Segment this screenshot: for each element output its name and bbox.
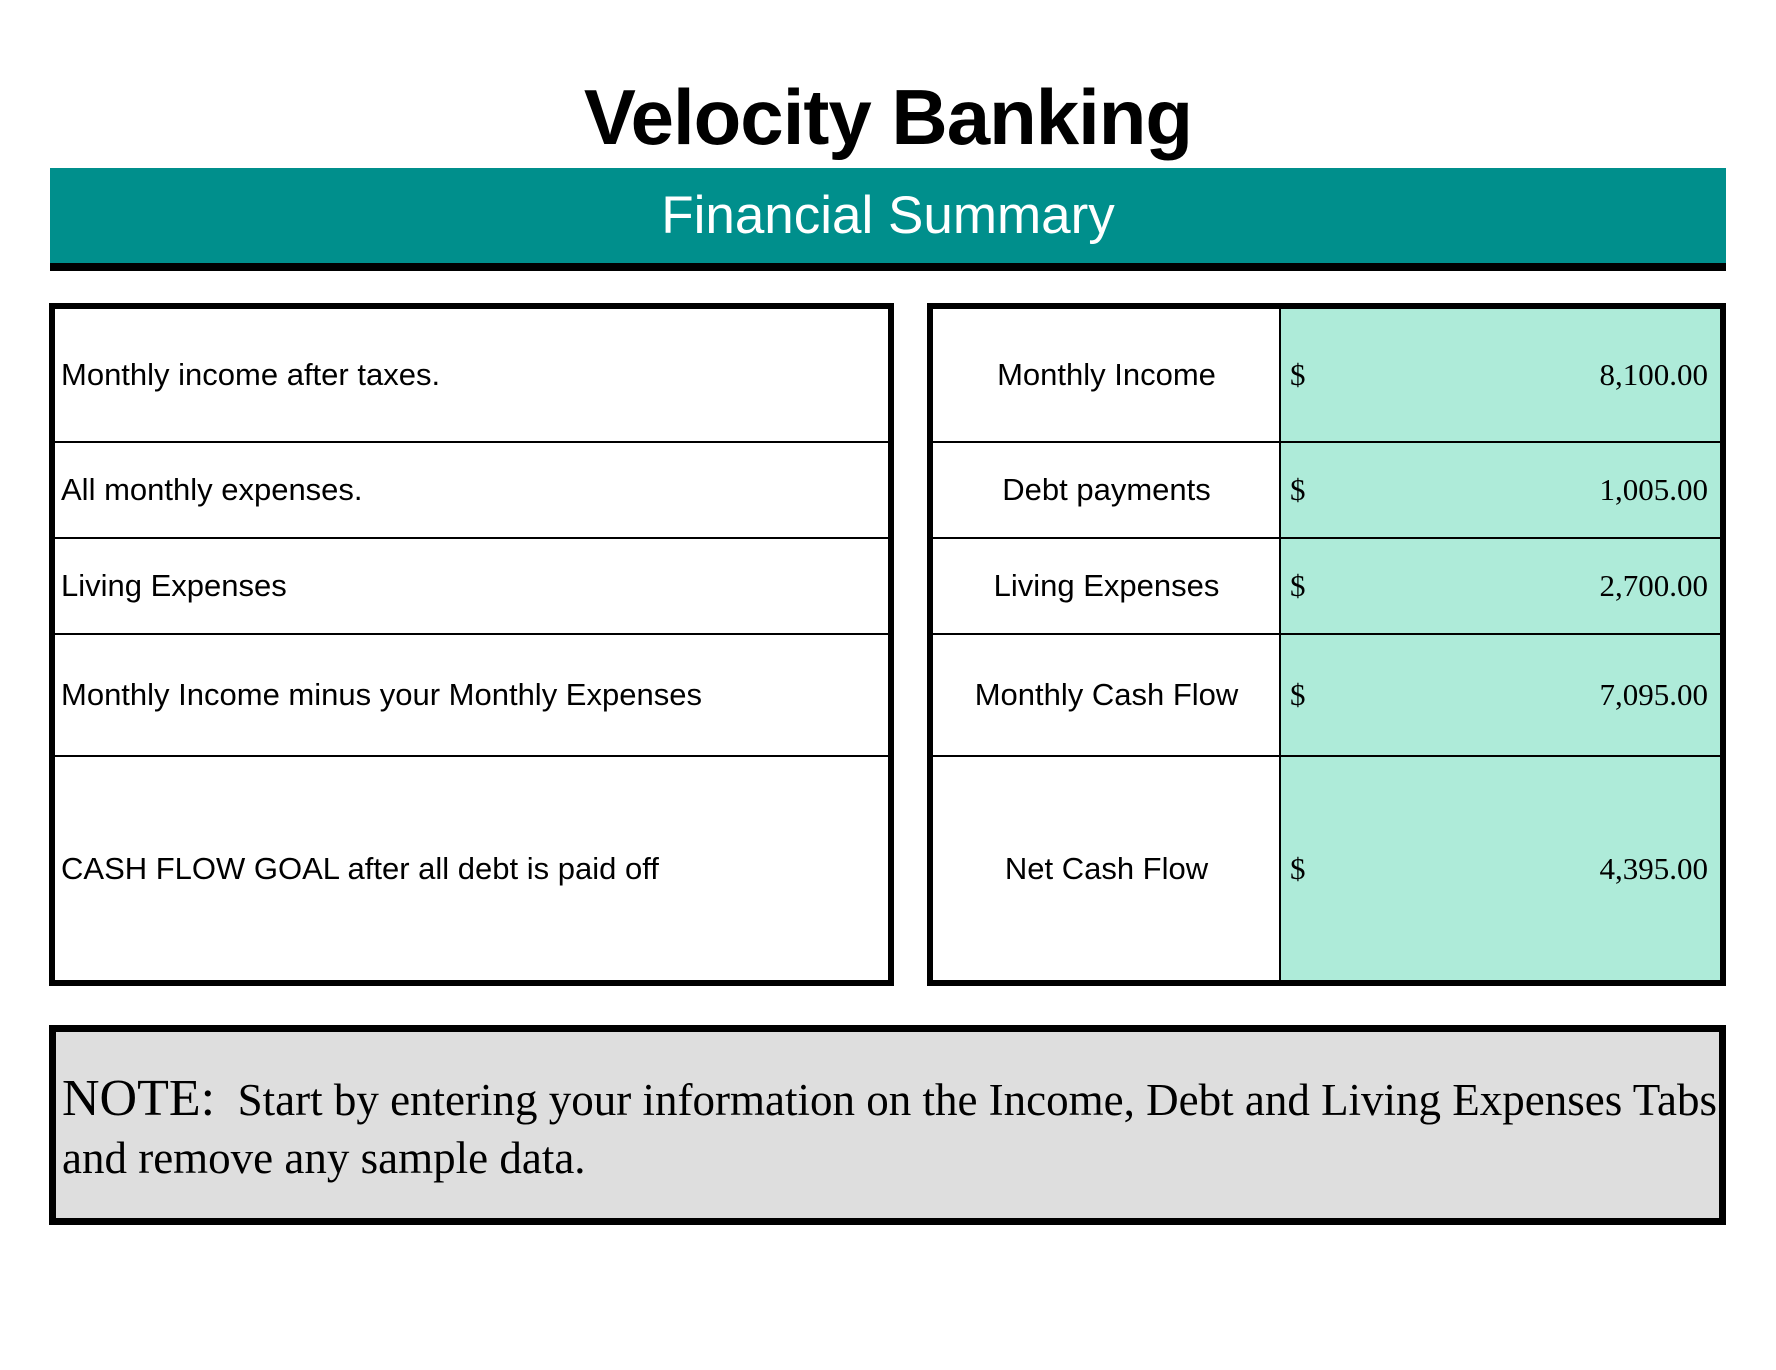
currency-symbol: $ (1290, 850, 1306, 886)
description-row (55, 757, 888, 980)
description-text: Monthly Income minus your Monthly Expenses (61, 677, 702, 712)
currency-symbol: $ (1290, 472, 1306, 507)
currency-symbol: $ (1290, 677, 1306, 712)
note-box (49, 1025, 1726, 1225)
amount-cell[interactable]: 7,095.00 (1599, 677, 1708, 712)
summary-row-monthly-cash-flow (933, 635, 1720, 757)
summary-row-debt-payments (933, 443, 1720, 539)
summary-row-net-cash-flow (933, 757, 1720, 980)
page-title: Velocity Banking (583, 73, 1193, 161)
summary-table (927, 303, 1726, 986)
note-label: NOTE: (62, 1070, 216, 1127)
description-text: Living Expenses (61, 568, 287, 603)
description-text: Monthly income after taxes. (61, 357, 441, 392)
banner-underline (50, 263, 1726, 271)
section-banner: Financial Summary (50, 168, 1726, 263)
summary-label: Net Cash Flow (1004, 850, 1209, 886)
amount-cell[interactable]: 2,700.00 (1599, 568, 1708, 603)
description-text: All monthly expenses. (61, 472, 363, 507)
currency-symbol: $ (1290, 357, 1306, 392)
description-row (55, 539, 888, 635)
summary-label: Debt payments (1002, 472, 1211, 507)
amount-cell[interactable]: 1,005.00 (1599, 472, 1708, 507)
summary-row-living-expenses (933, 539, 1720, 635)
summary-label: Living Expenses (993, 568, 1220, 603)
description-row (55, 309, 888, 443)
description-text: CASH FLOW GOAL after all debt is paid off (61, 850, 659, 886)
description-table (49, 303, 894, 986)
summary-label: Monthly Income (997, 357, 1216, 392)
summary-row-monthly-income (933, 309, 1720, 443)
currency-symbol: $ (1290, 568, 1306, 603)
description-row (55, 443, 888, 539)
amount-cell[interactable]: 8,100.00 (1599, 357, 1708, 392)
amount-cell[interactable]: 4,395.00 (1599, 850, 1708, 886)
description-row (55, 635, 888, 757)
summary-label: Monthly Cash Flow (974, 677, 1239, 712)
note-text: Start by entering your information on the Income, Debt and Living Expenses Tabs and remove any sample data. (62, 1075, 1718, 1183)
